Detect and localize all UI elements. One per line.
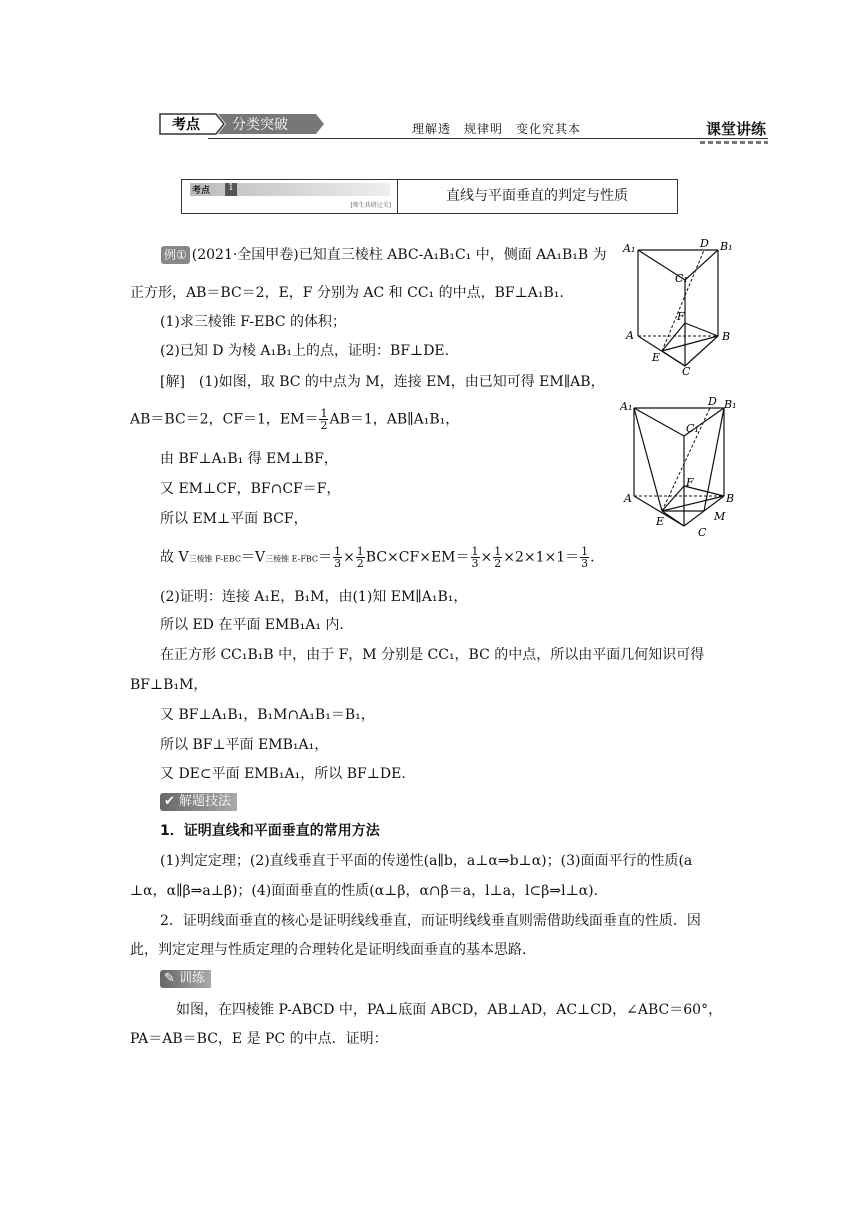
fig1-label-F: F	[677, 310, 685, 323]
fn: 1	[581, 545, 589, 558]
fig1-label-A1: A₁	[623, 242, 636, 255]
solution-line-2	[130, 408, 459, 431]
method-line-1: (1)判定定理；(2)直线垂直于平面的传递性(a∥b，a⊥α⇒b⊥α)；(3)面面平行的性质(a	[160, 853, 693, 869]
fig1-label-B1: B₁	[720, 240, 733, 253]
method-tag	[160, 793, 237, 811]
training-tag-label: 训练	[179, 971, 206, 986]
topic-tag-label: 考点	[192, 186, 211, 196]
fig2-label-A: A	[624, 492, 632, 505]
header-motto: 理解透 规律明 变化究其本	[412, 122, 582, 136]
fig2-label-C: C	[698, 526, 707, 539]
training-line-1: 如图，在四棱锥 P-ABCD 中，PA⊥底面 ABCD，AB⊥AD，AC⊥CD，∠ABC＝60°，	[176, 1002, 723, 1018]
eq-sub2: 三棱锥 E-FBC	[265, 554, 319, 564]
header-dash-rule	[700, 141, 768, 144]
frac-1-3-b	[471, 546, 480, 569]
method-line-3: 2．证明线面垂直的核心是证明线线垂直，而证明线线垂直则需借助线面垂直的性质．因	[160, 913, 701, 929]
topic-subtitle: [师生共研过关]	[350, 202, 391, 209]
training-tag	[160, 970, 211, 988]
banner-right: 分类突破	[232, 117, 288, 133]
fd: 3	[471, 557, 479, 570]
topic-number: 1	[225, 183, 237, 196]
fig2-label-B1: B₁	[724, 398, 737, 411]
solution-line-3: 由 BF⊥A₁B₁ 得 EM⊥BF，	[160, 451, 338, 467]
fig2-label-C1: C₁	[686, 422, 699, 435]
fraction-half	[319, 408, 328, 431]
training-line-2: PA＝AB＝BC，E 是 PC 的中点．证明：	[130, 1031, 388, 1047]
eq-end: .	[590, 549, 595, 566]
fn: 1	[334, 545, 342, 558]
topic-box	[181, 179, 678, 214]
topic-box-left	[182, 180, 398, 213]
prism-figure-1	[620, 236, 745, 376]
eq-times: ×	[480, 549, 493, 566]
question-2: (2)已知 D 为棱 A₁B₁上的点，证明：BF⊥DE.	[160, 343, 450, 359]
section-banner	[158, 110, 326, 138]
eq-sub1: 三棱锥 F-EBC	[188, 554, 241, 564]
frac-1-3-a	[333, 546, 342, 569]
example-line-1	[161, 246, 607, 264]
fig1-label-E: E	[652, 351, 661, 364]
fig2-label-D: D	[708, 396, 717, 408]
prism-figure-2	[620, 396, 750, 541]
header-right-title: 课堂讲练	[706, 120, 767, 138]
fig2-label-B: B	[726, 492, 735, 505]
fig1-label-C: C	[682, 365, 691, 376]
eq-v1: 故 V	[160, 549, 189, 566]
fig1-label-B: B	[722, 330, 731, 343]
frac-1-3-c	[580, 546, 589, 569]
header-rule	[208, 138, 768, 139]
eq-times: ×	[343, 549, 355, 566]
solution-line-5: 所以 EM⊥平面 BCF，	[160, 511, 308, 527]
fig1-label-A: A	[626, 329, 634, 342]
fn: 1	[471, 545, 479, 558]
fd: 3	[334, 557, 342, 570]
topic-title: 直线与平面垂直的判定与性质	[446, 188, 628, 204]
proof-line-7: 又 DE⊂平面 EMB₁A₁，所以 BF⊥DE.	[160, 766, 406, 782]
solution-line-2a: AB＝BC＝2，CF＝1，EM＝	[130, 411, 319, 428]
eq-v2: ＝V	[241, 549, 266, 566]
solution-line-4: 又 EM⊥CF，BF∩CF＝F，	[160, 481, 341, 497]
fd: 2	[356, 557, 364, 570]
fig1-label-D: D	[700, 237, 709, 250]
proof-line-3: 在正方形 CC₁B₁B 中，由于 F，M 分别是 CC₁，BC 的中点，所以由平面几何知识可得	[160, 647, 705, 663]
fig2-label-E: E	[656, 515, 665, 528]
example-line-2: 正方形，AB＝BC＝2，E，F 分别为 AC 和 CC₁ 的中点，BF⊥A₁B₁.	[130, 285, 564, 301]
frac-1-2-b	[493, 546, 502, 569]
fig1-label-C1: C₁	[675, 272, 688, 285]
fn: 1	[494, 545, 502, 558]
example-badge: 例①	[161, 246, 190, 264]
topic-tag	[190, 183, 390, 196]
volume-equation	[160, 546, 595, 569]
proof-line-2: 所以 ED 在平面 EMB₁A₁ 内.	[160, 617, 344, 633]
method-tag-label: 解题技法	[179, 794, 232, 809]
solution-line-2b: AB＝1，AB∥A₁B₁，	[329, 411, 460, 428]
proof-line-1: (2)证明：连接 A₁E，B₁M，由(1)知 EM∥A₁B₁，	[160, 589, 468, 605]
banner-left: 考点	[172, 117, 200, 133]
frac-den: 2	[320, 419, 328, 432]
fig2-label-F: F	[686, 476, 694, 489]
fig2-label-A1: A₁	[620, 400, 633, 413]
pencil-icon: ✎	[164, 971, 175, 986]
proof-line-6: 所以 BF⊥平面 EMB₁A₁，	[160, 737, 329, 753]
frac-1-2-a	[356, 546, 365, 569]
check-icon: ✔	[164, 794, 175, 809]
eq-tail1: BC×CF×EM＝	[365, 549, 470, 566]
example-text-1: (2021·全国甲卷)已知直三棱柱 ABC-A₁B₁C₁ 中，侧面 AA₁B₁B 为	[191, 247, 607, 263]
fd: 2	[494, 557, 502, 570]
fig2-label-M: M	[714, 510, 726, 523]
question-1: (1)求三棱锥 F-EBC 的体积；	[160, 314, 347, 330]
solution-line-1: [解] (1)如图，取 BC 的中点为 M，连接 EM，由已知可得 EM∥AB，	[160, 374, 605, 390]
fd: 3	[581, 557, 589, 570]
method-line-2: ⊥α，α∥β⇒a⊥β)；(4)面面垂直的性质(α⊥β，α∩β＝a，l⊥a，l⊂β⇒l⊥α).	[130, 883, 599, 899]
eq-equals: ＝	[318, 549, 333, 566]
method-heading: 1．证明直线和平面垂直的常用方法	[160, 823, 380, 839]
eq-tail2: ×2×1×1＝	[503, 549, 580, 566]
fn: 1	[356, 545, 364, 558]
proof-line-5: 又 BF⊥A₁B₁，B₁M∩A₁B₁＝B₁，	[160, 707, 375, 723]
frac-num: 1	[320, 407, 328, 420]
proof-line-4: BF⊥B₁M，	[130, 677, 208, 693]
method-line-4: 此，判定定理与性质定理的合理转化是证明线面垂直的基本思路.	[130, 942, 527, 958]
